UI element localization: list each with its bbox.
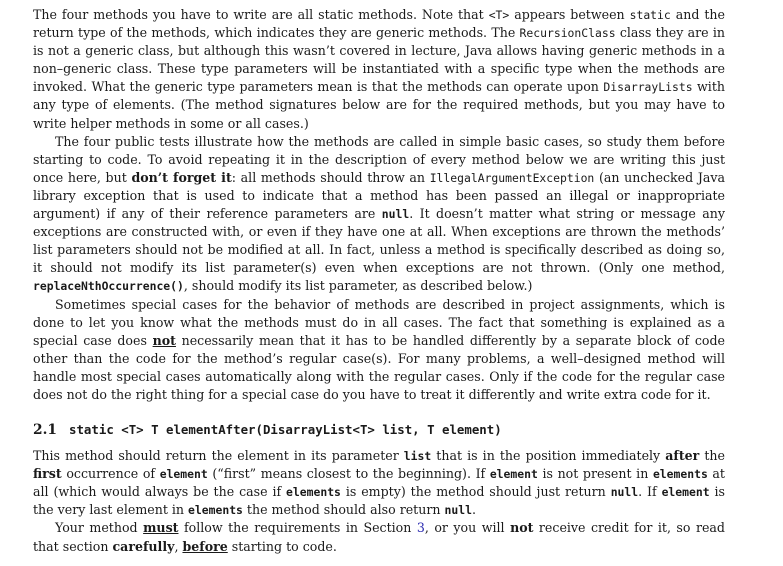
- emphasis-carefully: carefully: [112, 538, 175, 554]
- section-heading: [33, 420, 725, 440]
- code-disarray-lists: DisarrayLists: [603, 80, 693, 95]
- paragraph-element-after: This method should return the element in its parameter list that is in the position immediately after the first occurrence of element (“first” means closest to the beginning). If element is not present in elements at all (which would always be the case if elements is empty) the method should just return null. If element is the very last element in elements the method should also return null.: [33, 448, 725, 518]
- code-element: element: [489, 467, 538, 482]
- code-elements: elements: [286, 485, 341, 500]
- code-list: list: [403, 449, 432, 464]
- code-illegal-argument-exception: IllegalArgumentException: [429, 170, 595, 185]
- paragraph-requirements: Your method must follow the requirements in Section 3, or you will not receive credit for it, so read that section carefully, before starting to code.: [33, 520, 725, 554]
- paragraph-static-methods: The four methods you have to write are all static methods. Note that <T> appears between static and the return type of the methods, which indicates they are generic methods. The RecursionClass class they are in is not a generic class, but although this wasn’t covered in lecture, Java allows having generic methods in a non–generic class. These type parameters will be instantiated with a specific type when the methods are invoked. What the generic type parameters mean is that the methods can operate upon DisarrayLists with any type of elements. (The method signatures below are for the required methods, but you may have to write helper methods in some or all cases.): [33, 7, 726, 131]
- paragraph-public-tests: The four public tests illustrate how the methods are called in simple basic cases, so study them before starting to code. To avoid repeating it in the description of every method below we are writing this just once here, but don’t forget it: all methods should throw an IllegalArgumentException (an unchecked Java library exception that is used to indicate that a method has been passed an illegal or inappropriate argument) if any of their reference parameters are null. It doesn’t matter what string or message any exceptions are constructed with, or even if they have one at all. When exceptions are thrown the methods’ list parameters should not be modified at all. In fact, unless a method is specifically described as doing so, it should not modify its list parameter(s) even when exceptions are not thrown. (Only one method, replaceNthOccurrence(), should modify its list parameter, as described below.): [33, 133, 726, 294]
- code-element: element: [661, 485, 710, 500]
- emphasis-dont-forget: don’t forget it: [131, 169, 232, 185]
- code-recursion-class: RecursionClass: [519, 26, 616, 41]
- code-type-param: <T>: [488, 8, 510, 22]
- code-static: static: [629, 8, 671, 22]
- emphasis-must: must: [143, 520, 179, 536]
- emphasis-not: not: [510, 520, 534, 536]
- emphasis-not: not: [152, 332, 176, 348]
- section-spacer: [33, 404, 725, 420]
- method-signature: static <T> T elementAfter(DisarrayList<T> list, T element): [69, 422, 502, 438]
- section-number: 2.1: [33, 422, 58, 439]
- code-element: element: [159, 467, 208, 482]
- emphasis-first: first: [33, 466, 62, 482]
- code-replace-nth-occurrence: replaceNthOccurrence(): [33, 279, 184, 294]
- emphasis-before: before: [182, 538, 228, 554]
- section-3-link[interactable]: 3: [416, 520, 425, 536]
- code-elements: elements: [652, 467, 708, 482]
- code-elements: elements: [188, 503, 243, 518]
- code-null: null: [610, 485, 639, 500]
- emphasis-after: after: [665, 448, 700, 464]
- code-null: null: [444, 503, 472, 518]
- document-page: [33, 6, 725, 556]
- paragraph-special-cases: Sometimes special cases for the behavior of methods are described in project assignments, which is done to let you know what the methods must do in all cases. The fact that something is explained as a special case does not necessarily mean that it has to be handled differently by a separate block of code other than the code for the method’s regular case(s). For many problems, a well–designed method will handle most special cases automatically along with the regular cases. Only if the code for the regular case does not do the right thing for a special case do you have to treat it differently and write extra code for it.: [33, 296, 725, 402]
- code-null: null: [381, 207, 410, 222]
